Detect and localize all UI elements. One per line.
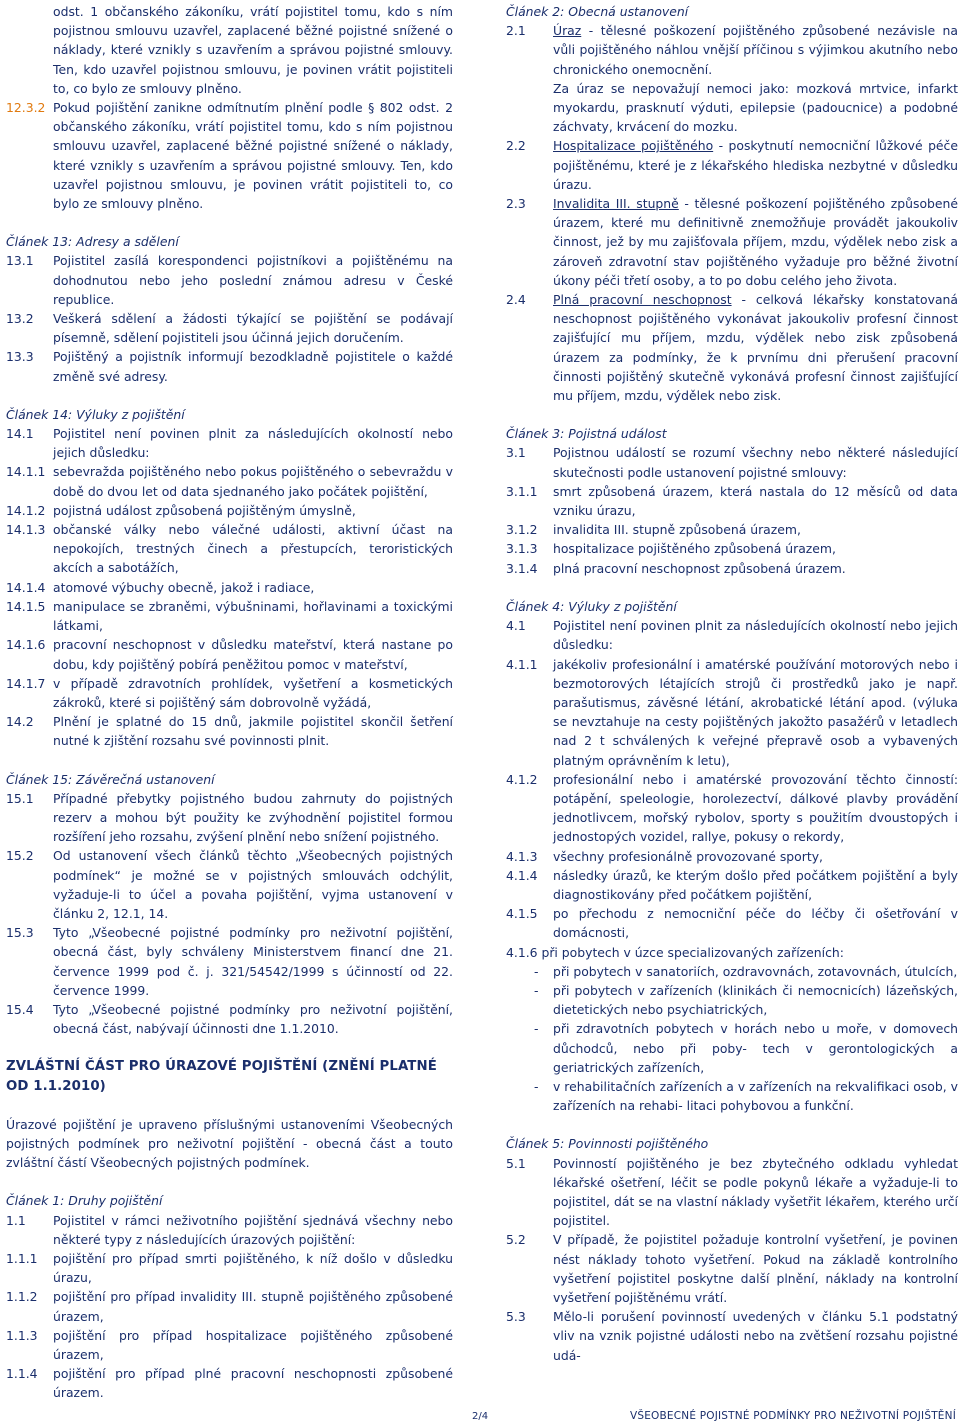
clause-number: 2.1 bbox=[506, 23, 526, 39]
clause-number: 14.1.5 bbox=[6, 598, 46, 614]
article-15-heading: Článek 15: Závěrečná ustanovení bbox=[6, 771, 215, 787]
list-item bbox=[6, 597, 453, 635]
clause-number: 5.1 bbox=[506, 1155, 526, 1171]
article-4-list bbox=[506, 616, 958, 942]
list-item bbox=[506, 655, 958, 770]
clause-text: pracovní neschopnost v důsledku mateřství, která nastane po dobu, kdy pojištěný pobírá peněžitou pomoc v mateřství, bbox=[53, 637, 453, 672]
clause-number: 15.1 bbox=[6, 790, 34, 806]
clause-number: 14.1.3 bbox=[6, 522, 46, 538]
list-item bbox=[6, 635, 453, 673]
definition-2-1 bbox=[506, 21, 958, 79]
clause-number: 1.1 bbox=[6, 1212, 26, 1228]
list-item bbox=[6, 251, 453, 309]
clause-text: pojistná událost způsobená pojištěným úmyslně, bbox=[53, 502, 356, 518]
list-item bbox=[6, 846, 453, 923]
clause-number: 4.1.4 bbox=[506, 867, 538, 883]
clause-text: pojištění pro případ invalidity III. stupně pojištěného způsobené úrazem, bbox=[53, 1289, 453, 1324]
clause-number: 2.4 bbox=[506, 292, 526, 308]
dash-item-text: v rehabilitačních zařízeních a v zařízeních na rekvalifikaci osob, v zařízeních na rehabi- litaci pohybovou a funkční. bbox=[553, 1078, 958, 1114]
clause-text: Pojistnou událostí se rozumí všechny nebo některé následující skutečnosti podle ustanovení pojistné smlouvy: bbox=[553, 445, 958, 480]
list-item bbox=[506, 616, 958, 654]
list-item bbox=[6, 1287, 453, 1325]
list-item bbox=[6, 578, 453, 597]
definition-text: - tělesné poškození pojištěného způsobené úrazem, které mu definitivně znemožňuje provádět jakoukoliv činnost, jež by mu zajišťovala příjem, mzdu, výdělek nebo zisk a zároveň zdravotní stav pojištěného vyžaduje pro běžné životní úkony péči třetí osoby, a to po dobu celého jeho života. bbox=[553, 196, 958, 288]
clause-number: 3.1.4 bbox=[506, 560, 538, 576]
dash-item bbox=[506, 981, 958, 1019]
article-14-heading: Článek 14: Výluky z pojištění bbox=[6, 406, 185, 422]
special-part-title: ZVLÁŠTNÍ ČÁST PRO ÚRAZOVÉ POJIŠTĚNÍ (ZNĚNÍ PLATNÉ OD 1.1.2010) bbox=[6, 1059, 437, 1094]
clause-number: 3.1.2 bbox=[506, 522, 538, 538]
clause-number: 1.1.3 bbox=[6, 1327, 38, 1343]
dash-item bbox=[506, 1077, 958, 1115]
clause-number: 4.1.2 bbox=[506, 771, 538, 787]
list-item bbox=[6, 309, 453, 347]
definition-2-4 bbox=[506, 290, 958, 405]
list-item bbox=[506, 770, 958, 847]
definition-2-1-note: Za úraz se nepovažují nemoci jako: mozková mrtvice, infarkt myokardu, prasknutí výduti, epilepsie (padoucnice) a podobné záchvaty, krvácení do mozku. bbox=[553, 80, 958, 135]
clause-text: smrt způsobená úrazem, která nastala do 12 měsíců od data vzniku úrazu, bbox=[553, 483, 958, 519]
left-column bbox=[6, 2, 453, 1403]
dash-item bbox=[506, 962, 958, 981]
definition-text: - celková lékařsky konstatovaná neschopnost pojištěného vykonávat jakoukoliv profesní činnost zajišťující mu příjem, mzdu, výdělek nebo zisk způsobená úrazem za podmínky, že k prvnímu dni přerušení pracovní činnosti pojištěný skutečně vykonává profesní činnost zajišťující mu příjem, mzdu, výdělek nebo zisk. bbox=[553, 292, 958, 404]
clause-number: 4.1.5 bbox=[506, 906, 538, 922]
article-15-list bbox=[6, 789, 453, 1039]
clause-text: Tyto „Všeobecné pojistné podmínky pro neživotní pojištění, obecná část, nabývají účinnosti dne 1.1.2010. bbox=[53, 1001, 453, 1037]
clause-text: V případě, že pojistitel požaduje kontrolní vyšetření, je povinen nést náklady tohoto vyšetření. Pokud na základě kontrolního vyšetření pojistitel poskytne další plnění, náklady na kontrolní vyšetření pojištěnému vrátí. bbox=[553, 1232, 958, 1305]
definition-term: Invalidita III. stupně bbox=[553, 196, 679, 212]
definition-term: Úraz bbox=[553, 23, 582, 39]
clause-number: 13.1 bbox=[6, 253, 34, 269]
clause-text: všechny profesionálně provozované sporty, bbox=[553, 848, 823, 864]
clause-text: Od ustanovení všech článků těchto „Všeobecných pojistných podmínek“ je možné se v pojistných smlouvách odchýlit, vyžaduje-li to účel a povaha pojištění, vyjma ustanovení v článku 2, 12.1, 14. bbox=[53, 848, 453, 921]
list-item bbox=[506, 482, 958, 520]
list-item bbox=[6, 1211, 453, 1249]
list-item bbox=[506, 847, 958, 866]
list-item bbox=[6, 1364, 453, 1402]
clause-12-3-2 bbox=[6, 98, 453, 213]
list-item bbox=[506, 443, 958, 481]
definition-term: Hospitalizace pojištěného bbox=[553, 138, 714, 154]
article-1-list bbox=[6, 1211, 453, 1403]
clause-number: 3.1 bbox=[506, 445, 526, 461]
list-item bbox=[6, 712, 453, 750]
article-5-heading: Článek 5: Povinnosti pojištěného bbox=[506, 1136, 709, 1152]
clause-text: Mělo-li porušení povinností uvedených v článku 5.1 podstatný vliv na vznik pojistné události nebo na zvětšení rozsahu pojistné udá- bbox=[553, 1309, 958, 1363]
clause-number: 4.1 bbox=[506, 618, 526, 634]
clause-text: občanské války nebo válečné události, aktivní účast na nepokojích, trestných činech a přestupcích, teroristických akcích a sabotážích, bbox=[53, 522, 453, 576]
list-item bbox=[6, 347, 453, 385]
list-item bbox=[6, 424, 453, 462]
clause-number: 3.1.3 bbox=[506, 541, 538, 557]
list-item bbox=[6, 1000, 453, 1038]
dash-item-text: při zdravotních pobytech v horách nebo u moře, v domovech důchodců, nebo při poby- tech v gerontologických a geriatrických zařízeních, bbox=[553, 1021, 958, 1075]
clause-text: Případné přebytky pojistného budou zahrnuty do pojistných rezerv a mohou být použity ke zvýhodnění pojistitel formou rozšíření jeho rozsahu, zvýšení plnění nebo snížení pojistného. bbox=[53, 790, 453, 845]
dash-bullet: - bbox=[534, 982, 539, 998]
clause-text: plná pracovní neschopnost způsobená úrazem. bbox=[553, 560, 846, 576]
definition-text: - poskytnutí nemocniční lůžkové péče pojištěnému, které je z lékařského hlediska nezbytné v důsledku úrazu. bbox=[553, 138, 958, 192]
clause-text: Pojistitel není povinen plnit za následujících okolností nebo jejich důsledku: bbox=[53, 426, 453, 461]
page-number: 2/4 bbox=[472, 1411, 489, 1422]
list-item bbox=[6, 1326, 453, 1364]
clause-number: 13.3 bbox=[6, 349, 34, 365]
clause-number: 4.1.1 bbox=[506, 656, 538, 672]
clause-number: 5.3 bbox=[506, 1309, 526, 1325]
clause-number: 15.3 bbox=[6, 925, 34, 941]
clause-number: 14.1.4 bbox=[6, 579, 46, 595]
clause-number: 14.1 bbox=[6, 426, 34, 442]
list-item bbox=[6, 1249, 453, 1287]
clause-number: 13.2 bbox=[6, 311, 34, 327]
clause-number: 2.3 bbox=[506, 196, 526, 212]
clause-4-1-6-dash-list bbox=[506, 962, 958, 1116]
clause-number: 1.1.4 bbox=[6, 1366, 38, 1382]
right-column bbox=[506, 2, 958, 1365]
clause-number: 12.3.2 bbox=[6, 100, 46, 116]
list-item bbox=[6, 501, 453, 520]
clause-number: 14.1.1 bbox=[6, 464, 46, 480]
list-item bbox=[6, 789, 453, 847]
clause-text: Pojistitel není povinen plnit za následujících okolností nebo jejich důsledku: bbox=[553, 618, 958, 653]
list-item bbox=[6, 462, 453, 500]
clause-text: invalidita III. stupně způsobená úrazem, bbox=[553, 522, 801, 538]
list-item bbox=[506, 1154, 958, 1231]
article-3-list bbox=[506, 443, 958, 577]
article-5-list bbox=[506, 1154, 958, 1365]
list-item bbox=[6, 674, 453, 712]
clause-text: profesionální nebo i amatérské provozování těchto činností: potápění, speleologie, horolezectví, dálkové plavby provádění jednotlivcem, mořský rybolov, sporty s použitím dvoustopých i jednostopých vozidel, rallye, pokusy o rekordy, bbox=[553, 771, 958, 845]
clause-number: 5.2 bbox=[506, 1232, 526, 1248]
definition-2-3 bbox=[506, 194, 958, 290]
footer-document-title: VŠEOBECNÉ POJISTNÉ PODMÍNKY PRO NEŽIVOTNÍ POJIŠTĚNÍ bbox=[629, 1410, 956, 1422]
clause-number: 3.1.1 bbox=[506, 483, 538, 499]
clause-4-1-6: 4.1.6 při pobytech v úzce specializovaných zařízeních: bbox=[506, 944, 844, 960]
clause-number: 15.2 bbox=[6, 848, 34, 864]
list-item bbox=[506, 1307, 958, 1365]
list-item bbox=[506, 866, 958, 904]
clause-text: Pojistitel v rámci neživotního pojištění sjednává všechny nebo některé typy z následujících úrazových pojištění: bbox=[53, 1212, 453, 1247]
dash-item-text: při pobytech v zařízeních (klinikách či nemocnicích) lázeňských, dietetických nebo psychiatrických, bbox=[553, 982, 958, 1018]
clause-text: Pojištěný a pojistník informují bezodkladně pojistitele o každé změně své adresy. bbox=[53, 349, 453, 384]
clause-text: hospitalizace pojištěného způsobená úrazem, bbox=[553, 541, 836, 557]
dash-item bbox=[506, 1019, 958, 1077]
article-1-heading: Článek 1: Druhy pojištění bbox=[6, 1193, 163, 1209]
clause-number: 14.1.2 bbox=[6, 502, 46, 518]
clause-number: 4.1.3 bbox=[506, 848, 538, 864]
dash-item-text: při pobytech v sanatoriích, ozdravovnách, zotavovnách, útulcích, bbox=[553, 963, 958, 979]
clause-text: pojištění pro případ smrti pojištěného, k níž došlo v důsledku úrazu, bbox=[53, 1250, 453, 1286]
clause-text: Plnění je splatné do 15 dnů, jakmile pojistitel skončil šetření nutné k zjištění rozsahu své povinnosti plnit. bbox=[53, 714, 453, 749]
clause-text: Pojistitel zasílá korespondenci pojistníkovi a pojištěnému na dohodnutou nebo jeho poslední známou adresu v České republice. bbox=[53, 253, 453, 307]
definition-term: Plná pracovní neschopnost bbox=[553, 292, 732, 308]
clause-text: jakékoliv profesionální i amatérské používání motorových nebo i bezmotorových létajících strojů či prostředků jako je např. parašutismus, závěsné létání, akrobatické létání apod. (výluka se nevztahuje na cesty pojištěných jakožto pasažérů v letadlech nad 2 t schválených k veřejné přepravě osob a vybavených platným oprávněním k letu), bbox=[553, 656, 958, 768]
clause-text: následky úrazů, ke kterým došlo před počátkem pojištění a byly diagnostikovány před počátkem pojištění, bbox=[553, 867, 958, 902]
clause-text: pojištění pro případ hospitalizace pojištěného způsobené úrazem, bbox=[53, 1327, 453, 1362]
intro-paragraph: odst. 1 občanského zákoníku, vrátí pojistitel tomu, kdo s ním pojistnou smlouvu uzavřel, zaplacené běžné pojistné snížené o náklady, které vznikly s uzavřením a správou pojistné smlouvy. Ten, kdo uzavřel pojistnou smlouvu, je povinen vrátit pojistiteli to, co bylo ze smlouvy plněno. bbox=[53, 4, 453, 96]
article-14-list bbox=[6, 424, 453, 750]
article-13-heading: Článek 13: Adresy a sdělení bbox=[6, 234, 179, 250]
article-4-heading: Článek 4: Výluky z pojištění bbox=[506, 598, 677, 614]
clause-text: manipulace se zbraněmi, výbušninami, hořlavinami a toxickými látkami, bbox=[53, 598, 453, 634]
clause-text: atomové výbuchy obecně, jakož i radiace, bbox=[53, 579, 315, 595]
list-item bbox=[506, 1230, 958, 1307]
clause-text: Povinností pojištěného je bez zbytečného odkladu vyhledat lékařské ošetření, léčit se podle pokynů lékaře a vyžaduje-li to pojistitel, dát se na vlastní náklady vyšetřit lékařem, kterého určí pojistitel. bbox=[553, 1155, 958, 1229]
article-2-heading: Článek 2: Obecná ustanovení bbox=[506, 4, 689, 19]
clause-text: v případě zdravotních prohlídek, vyšetření a kosmetických zákroků, které si pojištěný sám dobrovolně vyžádá, bbox=[53, 675, 453, 710]
clause-number: 14.1.6 bbox=[6, 637, 46, 653]
clause-number: 15.4 bbox=[6, 1001, 34, 1017]
list-item bbox=[6, 520, 453, 578]
list-item bbox=[506, 539, 958, 558]
clause-number: 14.2 bbox=[6, 714, 34, 730]
dash-bullet: - bbox=[534, 963, 539, 979]
special-part-intro: Úrazové pojištění je upraveno příslušnými ustanoveními Všeobecných pojistných podmínek pro neživotní pojištění - obecná část a touto zvláštní částí Všeobecných pojistných podmínek. bbox=[6, 1116, 453, 1171]
list-item bbox=[506, 904, 958, 942]
list-item bbox=[506, 559, 958, 578]
clause-number: 14.1.7 bbox=[6, 675, 46, 691]
clause-text: Pokud pojištění zanikne odmítnutím plnění podle § 802 odst. 2 občanského zákoníku, vrátí pojistitel tomu, kdo s ním pojistnou smlouvu uzavřel, zaplacené běžné pojistné snížené o náklady, které vznikly s uzavřením a správou pojistné smlouvy. Ten, kdo uzavřel pojistnou smlouvu, je povinen vrátit pojistiteli to, co bylo ze smlouvy plněno. bbox=[53, 100, 453, 212]
definition-2-2 bbox=[506, 136, 958, 194]
list-item bbox=[506, 520, 958, 539]
clause-number: 1.1.2 bbox=[6, 1289, 38, 1305]
clause-text: Tyto „Všeobecné pojistné podmínky pro neživotní pojištění, obecná část, byly schváleny Ministerstvem financí dne 21. července 1999 pod č. j. 321/54542/1999 s účinností od 22. července 1999. bbox=[53, 925, 453, 998]
dash-bullet: - bbox=[534, 1078, 539, 1094]
clause-text: sebevražda pojištěného nebo pokus pojištěného o sebevraždu v době do dvou let od data sjednaného jako počátek pojištění, bbox=[53, 464, 453, 499]
article-3-heading: Článek 3: Pojistná událost bbox=[506, 426, 667, 442]
dash-bullet: - bbox=[534, 1021, 539, 1037]
clause-text: pojištění pro případ plné pracovní neschopnosti způsobené úrazem. bbox=[53, 1366, 453, 1401]
list-item bbox=[6, 923, 453, 1000]
clause-number: 1.1.1 bbox=[6, 1250, 38, 1266]
clause-text: po přechodu z nemocniční péče do léčby či ošetřování v domácnosti, bbox=[553, 906, 958, 941]
clause-text: Veškerá sdělení a žádosti týkající se pojištění se podávají písemně, sdělení pojistiteli jsou účinná jejich doručením. bbox=[53, 311, 453, 346]
article-13-list bbox=[6, 251, 453, 385]
clause-number: 2.2 bbox=[506, 138, 526, 154]
definition-text: - tělesné poškození pojištěného způsobené nezávisle na vůli pojištěného náhlou vnější příčinou s výjimkou akutního nebo chronického onemocnění. bbox=[553, 23, 958, 77]
